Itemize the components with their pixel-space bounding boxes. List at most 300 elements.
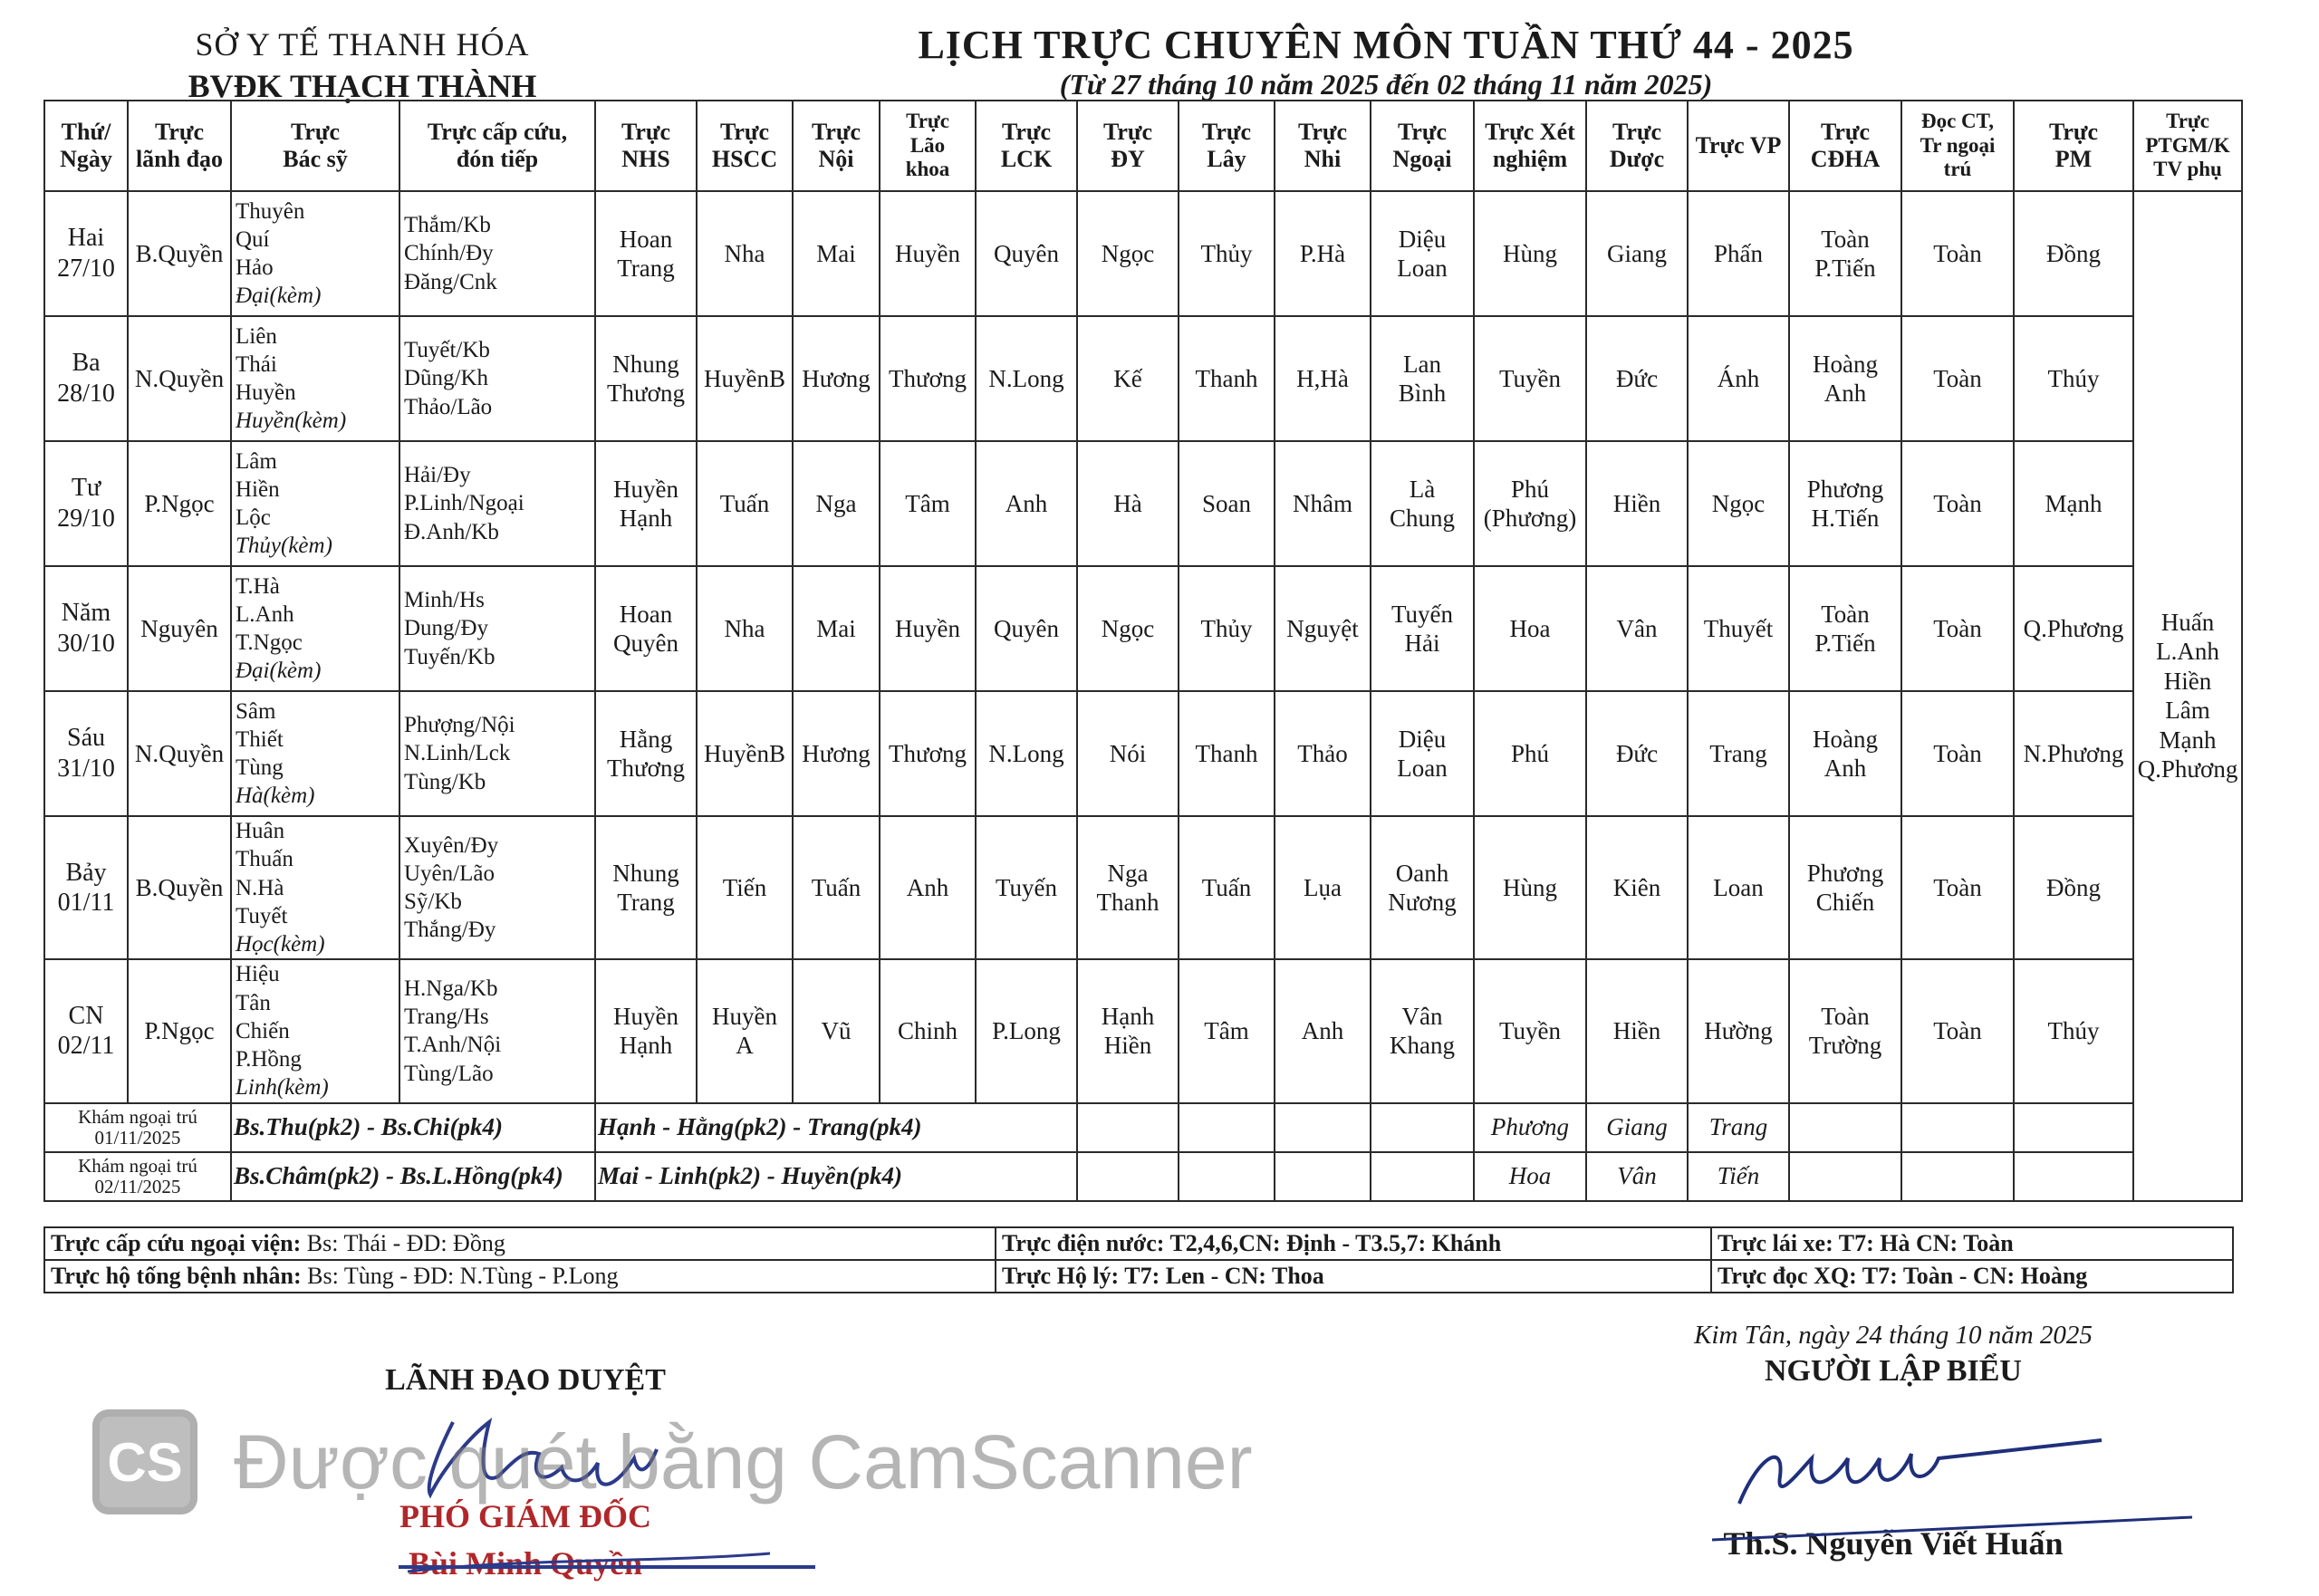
cell-line: Sâm	[236, 698, 276, 724]
column-header	[2133, 101, 2242, 191]
lay-cell	[1179, 191, 1275, 316]
nhi-cell	[1275, 816, 1371, 959]
cell-line: Huyền	[236, 380, 296, 405]
outpatient-vp	[1688, 1103, 1789, 1152]
cell-line: T.Anh/Nội	[404, 1033, 502, 1058]
empty-cell	[2014, 1103, 2133, 1152]
cell-line: Chiến	[1815, 889, 1875, 917]
cell-line: Thương	[889, 364, 967, 392]
cell-line: Đăng/Cnk	[404, 269, 497, 294]
cell-line: Tr ngoại	[1920, 133, 1996, 157]
empty-cell	[2014, 1152, 2133, 1201]
cell-line: Vân	[1401, 1002, 1443, 1030]
cell-line-kem: Huyền(kèm)	[236, 409, 347, 434]
cell-line: Nga	[815, 489, 857, 517]
cell-line: Thương	[607, 380, 685, 407]
cell-line: Tuyết	[236, 903, 288, 928]
vp-cell	[1688, 959, 1789, 1102]
cell-line: Minh/Hs	[404, 588, 485, 613]
cell-line: Trực	[1612, 119, 1662, 146]
cell-line: N.Phương	[2023, 739, 2124, 767]
day-row	[44, 816, 2242, 959]
noi-cell	[793, 816, 880, 959]
empty-cell	[1901, 1103, 2014, 1152]
emergency-cell	[399, 316, 595, 441]
cell-line: đón tiếp	[456, 146, 539, 172]
cell-line: P.Tiến	[1814, 255, 1876, 282]
cell-line: Loan	[1713, 873, 1764, 901]
cell-line: Bảy	[65, 858, 107, 887]
cell-line: Ngày	[60, 146, 112, 172]
cdha-cell	[1789, 316, 1901, 441]
outpatient-nurses	[595, 1103, 1077, 1152]
cell-line: Tuấn	[811, 873, 861, 901]
cell-line: N.Linh/Lck	[404, 741, 511, 766]
cell-line: Hiệu	[236, 962, 280, 987]
cell-line: Tuấn	[1201, 873, 1252, 901]
column-header	[1586, 101, 1688, 191]
cell-line: Tuyền	[1498, 1017, 1562, 1045]
cell-line: H.Tiến	[1811, 505, 1880, 532]
cell-line: 02/11/2025	[94, 1175, 181, 1197]
day-cell	[44, 959, 128, 1102]
outpatient-label	[44, 1152, 231, 1201]
cell-line: B.Quyền	[135, 239, 224, 267]
approver-title: LÃNH ĐẠO DUYỆT	[385, 1363, 666, 1397]
noi-cell	[793, 316, 880, 441]
cell-line-kem: Hà(kèm)	[236, 784, 315, 809]
cdha-cell	[1789, 691, 1901, 816]
cell-line: Thảo	[1297, 739, 1348, 767]
footer-cell: Trực hộ tống bệnh nhân: Bs: Tùng - ĐD: N.Tùng - P.Long	[44, 1260, 996, 1293]
cell-line: Phấn	[1714, 239, 1763, 267]
column-header	[1901, 101, 2014, 191]
cell-line: Tiến	[722, 873, 767, 901]
org-line-1: SỞ Y TẾ THANH HÓA	[195, 26, 530, 62]
pm-cell	[2014, 316, 2133, 441]
cell-line: Nguyên	[140, 614, 218, 642]
xn-cell	[1474, 691, 1586, 816]
cell-line: Hải/Đy	[404, 463, 471, 488]
cell-line: Hiền	[2163, 667, 2212, 695]
cell-line: 30/10	[57, 630, 115, 658]
empty-cell	[1275, 1103, 1371, 1152]
doctor-cell	[231, 959, 399, 1102]
cell-line: Tùng	[236, 755, 284, 780]
cell-line: Lây	[1207, 146, 1246, 172]
cell-line: TV phụ	[2153, 158, 2222, 181]
lao-cell	[880, 959, 976, 1102]
cell-line: Hiền	[1612, 1017, 1661, 1045]
cell-line: Dược	[1609, 146, 1665, 172]
schedule-table	[43, 100, 2243, 1202]
doctor-cell	[231, 316, 399, 441]
cell-line: Trực	[1201, 119, 1252, 146]
cell-line: Phương	[1806, 475, 1884, 503]
cell-line: Soan	[1202, 489, 1251, 517]
cell-line: Ngọc	[1101, 614, 1155, 642]
ptgm-cell	[2133, 191, 2242, 1201]
duoc-cell	[1586, 441, 1688, 566]
leader-cell	[128, 959, 231, 1102]
cell-line: Toàn	[1933, 614, 1982, 642]
column-header	[128, 101, 231, 191]
doctor-cell	[231, 566, 399, 691]
column-header	[697, 101, 793, 191]
cell-line: Trực	[719, 119, 770, 146]
dy-cell	[1077, 316, 1179, 441]
cell-line: nghiệm	[1492, 146, 1568, 172]
cell-line: Quyên	[613, 630, 678, 657]
empty-cell	[1789, 1152, 1901, 1201]
doctor-cell	[231, 816, 399, 959]
cell-line: N.Quyền	[134, 364, 225, 392]
lck-cell	[976, 959, 1077, 1102]
xn-cell	[1474, 316, 1586, 441]
cell-line: Xuyên/Đy	[404, 832, 499, 858]
cell-line: Kiên	[1612, 873, 1661, 901]
cell-line: Chính/Đy	[404, 241, 494, 266]
cell-line: Thúy	[2047, 1017, 2100, 1045]
cell-line: N.Hà	[236, 875, 284, 900]
cell-line: Tuyết/Kb	[404, 338, 490, 363]
sign-date: Kim Tân, ngày 24 tháng 10 năm 2025	[1694, 1321, 2093, 1350]
nhs-cell	[595, 816, 697, 959]
cell-line: NHS	[621, 146, 670, 172]
cell-line: Huấn	[2160, 609, 2215, 637]
cell-line: Loan	[1397, 255, 1448, 282]
cell-line: L.Anh	[2156, 638, 2219, 666]
cell-line: Tuyến	[995, 873, 1058, 901]
cell-line: Thương	[607, 755, 685, 782]
vp-cell	[1688, 316, 1789, 441]
cell-line: Hoa	[1509, 614, 1551, 642]
day-cell	[44, 816, 128, 959]
cell-line: Trang	[617, 889, 675, 917]
column-header	[1179, 101, 1275, 191]
cell-line-kem: Đại(kèm)	[236, 659, 322, 684]
cell-line: Thanh	[1096, 889, 1160, 917]
cell-line: Phú	[1510, 739, 1550, 767]
cell-line: LCK	[1000, 146, 1053, 172]
hscc-cell	[697, 959, 793, 1102]
column-header	[1077, 101, 1179, 191]
dy-cell	[1077, 816, 1179, 959]
cell-line: Hoan	[619, 225, 673, 253]
emergency-cell	[399, 959, 595, 1102]
cell-line: Trực	[2048, 119, 2099, 146]
cell-line: Trực	[1102, 119, 1153, 146]
cell-line: P.Hà	[1299, 239, 1346, 267]
emergency-cell	[399, 816, 595, 959]
column-header	[880, 101, 976, 191]
outpatient-xn	[1474, 1103, 1586, 1152]
cell-line: 31/10	[57, 755, 115, 783]
cell-line: Lâm	[2165, 697, 2210, 725]
cell-line: Chinh	[897, 1017, 957, 1045]
cdha-cell	[1789, 816, 1901, 959]
cell-line: CĐHA	[1810, 146, 1881, 172]
duoc-cell	[1586, 816, 1688, 959]
cell-line: Thuyết	[1703, 614, 1774, 642]
cell-line: Phú	[1510, 475, 1550, 503]
day-cell	[44, 191, 128, 316]
outpatient-label	[44, 1103, 231, 1152]
cell-line: Oanh	[1395, 859, 1449, 887]
cell-line: Hoa	[1508, 1162, 1552, 1190]
duoc-cell	[1586, 566, 1688, 691]
cell-line: Hường	[1704, 1017, 1773, 1045]
lay-cell	[1179, 441, 1275, 566]
vp-cell	[1688, 816, 1789, 959]
cell-line: Hà	[1113, 489, 1142, 517]
doctor-cell	[231, 691, 399, 816]
cell-line: Dũng/Kh	[404, 366, 489, 391]
nhi-cell	[1275, 191, 1371, 316]
cell-line: Toàn	[1933, 873, 1982, 901]
cell-line: T.Hà	[236, 573, 280, 599]
lao-cell	[880, 816, 976, 959]
cell-line: Tuyến/Kb	[404, 644, 496, 669]
lay-cell	[1179, 316, 1275, 441]
cell-line: Toàn	[1933, 239, 1982, 267]
xn-cell	[1474, 959, 1586, 1102]
cell-line: trú	[1943, 158, 1972, 181]
org-header	[136, 25, 589, 105]
lao-cell	[880, 191, 976, 316]
ngoai-cell	[1371, 566, 1474, 691]
cell-line: Thảo/Lão	[404, 394, 493, 419]
cell-line: Khám ngoại trú	[78, 1155, 197, 1178]
cell-line: Quyên	[994, 239, 1059, 267]
empty-cell	[1371, 1103, 1474, 1152]
cell-line: Hoàng	[1813, 725, 1878, 753]
cell-line: Vũ	[821, 1017, 852, 1045]
cell-line: khoa	[905, 158, 950, 181]
cdha-cell	[1789, 441, 1901, 566]
cell-line: Trực	[811, 119, 861, 146]
cell-line: Bác sỹ	[283, 146, 348, 172]
cell-line: Hùng	[1503, 239, 1557, 267]
cell-line: T.Ngọc	[236, 630, 303, 655]
xn-cell	[1474, 441, 1586, 566]
cell-line: Trang	[1709, 739, 1767, 767]
cell-line: Nguyệt	[1286, 614, 1359, 642]
lck-cell	[976, 191, 1077, 316]
outpatient-doctors	[231, 1103, 595, 1152]
footer-cell: Trực đọc XQ: T7: Toàn - CN: Hoàng	[1711, 1260, 2233, 1293]
column-header	[1474, 101, 1586, 191]
leader-cell	[128, 191, 231, 316]
cell-line-kem: Học(kèm)	[236, 932, 325, 957]
pm-cell	[2014, 566, 2133, 691]
cdha-cell	[1789, 566, 1901, 691]
cell-line: Hạnh	[619, 505, 673, 532]
cell-line: Nhung	[612, 350, 679, 378]
pm-cell	[2014, 959, 2133, 1102]
cell-line: Hương	[802, 364, 871, 392]
cell-line: Bs.Thu(pk2) - Bs.Chi(pk4)	[234, 1113, 504, 1141]
approver-position: PHÓ GIÁM ĐỐC	[399, 1498, 651, 1534]
lck-cell	[976, 441, 1077, 566]
hscc-cell	[697, 691, 793, 816]
cell-line: Sáu	[67, 724, 105, 753]
cell-line: Hải	[1404, 630, 1440, 657]
noi-cell	[793, 959, 880, 1102]
lay-cell	[1179, 959, 1275, 1102]
cell-line: Trực VP	[1695, 132, 1782, 159]
ct-cell	[1901, 191, 2014, 316]
cell-line: P.Ngọc	[144, 489, 215, 517]
outpatient-row	[44, 1103, 2242, 1152]
cell-line: Toàn	[1821, 225, 1870, 253]
ct-cell	[1901, 441, 2014, 566]
cell-line-kem: Thủy(kèm)	[236, 534, 332, 559]
cell-line: Sỹ/Kb	[404, 889, 462, 915]
leader-cell	[128, 691, 231, 816]
column-header	[1275, 101, 1371, 191]
duoc-cell	[1586, 316, 1688, 441]
cell-line: HuyềnB	[704, 364, 785, 392]
nhs-cell	[595, 441, 697, 566]
empty-cell	[1179, 1103, 1275, 1152]
outpatient-row	[44, 1152, 2242, 1201]
cell-line: HSCC	[711, 146, 778, 172]
dy-cell	[1077, 191, 1179, 316]
cell-line: Khám ngoại trú	[78, 1106, 197, 1129]
cell-line: HuyềnB	[704, 739, 785, 767]
cell-line: Trang	[617, 255, 675, 282]
cell-line: Trực	[621, 119, 671, 146]
ngoai-cell	[1371, 316, 1474, 441]
ct-cell	[1901, 816, 2014, 959]
ct-cell	[1901, 316, 2014, 441]
cell-line: Thắm/Kb	[404, 213, 491, 238]
cell-line: Là	[1409, 475, 1436, 503]
footer-cell: Trực cấp cứu ngoại viện: Bs: Thái - ĐD: Đồng	[44, 1227, 996, 1260]
cell-line: PTGM/K	[2145, 133, 2230, 157]
cell-line: Toàn	[1933, 739, 1982, 767]
cell-line: Q.Phương	[2023, 614, 2124, 642]
cell-line: Vân	[1616, 614, 1658, 642]
column-header	[1789, 101, 1901, 191]
cell-line: Tuyến	[1390, 600, 1454, 628]
cell-line: Giang	[1607, 239, 1667, 267]
cell-line: Vân	[1617, 1162, 1657, 1190]
lao-cell	[880, 441, 976, 566]
noi-cell	[793, 566, 880, 691]
cell-line: Nhâm	[1293, 489, 1352, 517]
cell-line: Thuấn	[236, 847, 293, 872]
day-row	[44, 441, 2242, 566]
cell-line: Thủy	[1200, 239, 1253, 267]
cell-line: Lão	[909, 133, 946, 157]
cell-line: Huân	[236, 819, 285, 843]
cell-line: Năm	[61, 599, 111, 628]
lck-cell	[976, 566, 1077, 691]
cell-line: Nhi	[1304, 146, 1342, 172]
pm-cell	[2014, 816, 2133, 959]
cell-line: L.Anh	[236, 601, 294, 627]
cell-line: Lâm	[236, 448, 277, 474]
duoc-cell	[1586, 959, 1688, 1102]
footer-cell: Trực điện nước: T2,4,6,CN: Định - T3.5,7: Khánh	[996, 1227, 1711, 1260]
cell-line: H.Nga/Kb	[404, 976, 498, 1001]
cell-line: Anh	[906, 873, 949, 901]
cell-line: Trực	[1297, 119, 1348, 146]
cell-line: H,Hà	[1296, 364, 1349, 392]
nhi-cell	[1275, 959, 1371, 1102]
leader-cell	[128, 316, 231, 441]
cell-line: Khang	[1390, 1032, 1455, 1060]
cell-line: CN	[68, 1001, 104, 1030]
cell-line: Tân	[236, 990, 271, 1015]
cell-line: P.Hồng	[236, 1047, 302, 1072]
cell-line: Tâm	[905, 489, 950, 517]
day-cell	[44, 441, 128, 566]
pm-cell	[2014, 191, 2133, 316]
cell-line: Liên	[236, 323, 277, 349]
column-header	[793, 101, 880, 191]
cell-line: Thứ/	[61, 119, 111, 146]
cell-line: Tuấn	[719, 489, 770, 517]
cell-line: Huyền	[895, 614, 960, 642]
cell-line: Anh	[1301, 1017, 1344, 1045]
cell-line: Mai	[816, 239, 856, 267]
cell-line: Anh	[1005, 489, 1048, 517]
empty-cell	[1789, 1103, 1901, 1152]
leader-cell	[128, 566, 231, 691]
lck-cell	[976, 316, 1077, 441]
outpatient-xn	[1474, 1152, 1586, 1201]
day-row	[44, 191, 2242, 316]
nhs-cell	[595, 566, 697, 691]
lao-cell	[880, 566, 976, 691]
cell-line: Tùng/Kb	[404, 769, 486, 794]
cell-line: Toàn	[1821, 1002, 1870, 1030]
column-header	[399, 101, 595, 191]
cell-line: Nội	[818, 146, 854, 172]
cell-line: Đức	[1615, 739, 1659, 767]
cell-line: Loan	[1397, 755, 1448, 782]
column-header	[1688, 101, 1789, 191]
cell-line: 01/11/2025	[94, 1126, 181, 1149]
cell-line: Quí	[236, 226, 270, 252]
doctor-cell	[231, 441, 399, 566]
hscc-cell	[697, 191, 793, 316]
day-cell	[44, 691, 128, 816]
cell-line: Anh	[1823, 755, 1867, 782]
document-title: LỊCH TRỰC CHUYÊN MÔN TUẦN THỨ 44 - 2025	[918, 23, 1854, 67]
cell-line: Trang/Hs	[404, 1005, 489, 1030]
document-title-block	[797, 22, 1975, 101]
cell-line: N.Long	[988, 364, 1064, 392]
cell-line: Thái	[236, 351, 277, 377]
cell-line: Huyền	[895, 239, 960, 267]
hscc-cell	[697, 316, 793, 441]
day-row	[44, 566, 2242, 691]
nhi-cell	[1275, 441, 1371, 566]
cell-line: Lộc	[236, 505, 271, 530]
day-row	[44, 959, 2242, 1102]
nhs-cell	[595, 316, 697, 441]
outpatient-doctors	[231, 1152, 595, 1201]
ct-cell	[1901, 566, 2014, 691]
nhi-cell	[1275, 566, 1371, 691]
hscc-cell	[697, 441, 793, 566]
cell-line: Hùng	[1503, 873, 1557, 901]
duoc-cell	[1586, 691, 1688, 816]
